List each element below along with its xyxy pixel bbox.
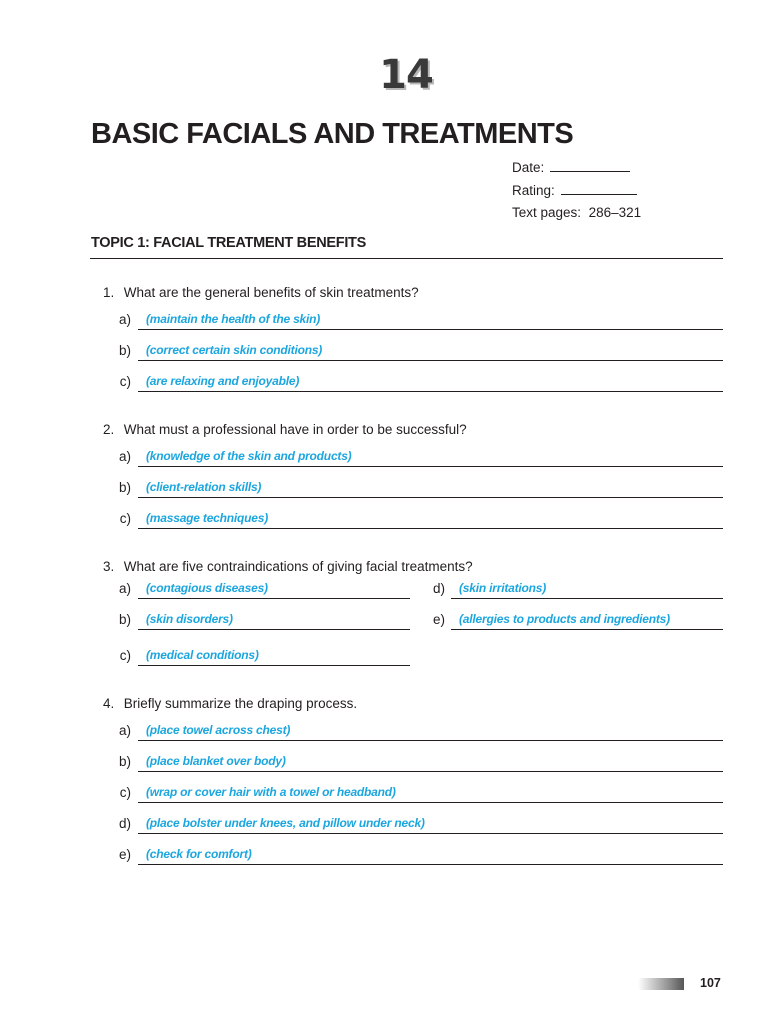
answer-label: e) [432, 612, 445, 627]
answer-label: b) [118, 343, 131, 358]
answer-label: b) [118, 480, 131, 495]
answer-text: (wrap or cover hair with a towel or headband) [146, 785, 396, 799]
answer-text: (place blanket over body) [146, 754, 286, 768]
answer-line-4a[interactable] [138, 722, 723, 741]
answer-line-4d[interactable] [138, 815, 723, 834]
rating-blank[interactable] [561, 182, 637, 195]
question-number: 1. [103, 285, 115, 300]
answer-line-1b[interactable] [138, 342, 723, 361]
topic-divider [90, 258, 723, 259]
answer-label: a) [118, 581, 131, 596]
page-title: BASIC FACIALS AND TREATMENTS [91, 118, 574, 150]
answer-text: (knowledge of the skin and products) [146, 449, 352, 463]
question-3 [103, 559, 473, 574]
answer-label: d) [432, 581, 445, 596]
question-text: What are five contraindications of giving facial treatments? [123, 559, 473, 574]
question-1 [103, 285, 419, 300]
rating-field [512, 182, 637, 198]
chapter-number: 14 [379, 52, 433, 98]
answer-text: (medical conditions) [146, 648, 259, 662]
answer-line-2b[interactable] [138, 479, 723, 498]
answer-line-4b[interactable] [138, 753, 723, 772]
answer-label: c) [119, 648, 131, 663]
answer-line-4c[interactable] [138, 784, 723, 803]
answer-label: b) [118, 612, 131, 627]
answer-line-2c[interactable] [138, 510, 723, 529]
answer-text: (skin irritations) [459, 581, 547, 595]
answer-label: c) [119, 785, 131, 800]
question-4 [103, 696, 357, 711]
question-text: What must a professional have in order to be successful? [123, 422, 467, 437]
answer-text: (place towel across chest) [146, 723, 291, 737]
question-text: Briefly summarize the draping process. [123, 696, 358, 711]
answer-line-1c[interactable] [138, 373, 723, 392]
answer-label: c) [119, 374, 131, 389]
answer-text: (maintain the health of the skin) [146, 312, 321, 326]
text-pages-value: 286–321 [588, 205, 642, 220]
rating-label: Rating: [512, 183, 555, 198]
text-pages [512, 205, 641, 220]
answer-line-3e[interactable] [451, 611, 723, 630]
date-label: Date: [512, 160, 545, 175]
answer-text: (contagious diseases) [146, 581, 268, 595]
question-number: 4. [103, 696, 115, 711]
answer-text: (client-relation skills) [146, 480, 262, 494]
date-field [512, 159, 630, 175]
answer-line-1a[interactable] [138, 311, 723, 330]
answer-line-3c[interactable] [138, 647, 410, 666]
answer-text: (allergies to products and ingredients) [459, 612, 670, 626]
answer-text: (massage techniques) [146, 511, 269, 525]
question-number: 2. [103, 422, 115, 437]
text-pages-label: Text pages: [512, 205, 582, 220]
footer-gradient-bar [638, 978, 684, 990]
topic-heading: TOPIC 1: FACIAL TREATMENT BENEFITS [91, 235, 366, 251]
answer-label: d) [118, 816, 131, 831]
question-number: 3. [103, 559, 115, 574]
answer-line-4e[interactable] [138, 846, 723, 865]
answer-text: (are relaxing and enjoyable) [146, 374, 300, 388]
answer-text: (place bolster under knees, and pillow under neck) [146, 816, 425, 830]
answer-line-2a[interactable] [138, 448, 723, 467]
answer-text: (correct certain skin conditions) [146, 343, 323, 357]
answer-label: a) [118, 449, 131, 464]
answer-text: (skin disorders) [146, 612, 233, 626]
question-text: What are the general benefits of skin treatments? [123, 285, 419, 300]
page-number: 107 [700, 976, 721, 990]
answer-text: (check for comfort) [146, 847, 252, 861]
answer-line-3d[interactable] [451, 580, 723, 599]
answer-line-3a[interactable] [138, 580, 410, 599]
answer-label: a) [118, 312, 131, 327]
date-blank[interactable] [550, 159, 630, 172]
answer-label: c) [119, 511, 131, 526]
answer-label: b) [118, 754, 131, 769]
answer-label: a) [118, 723, 131, 738]
answer-label: e) [118, 847, 131, 862]
answer-line-3b[interactable] [138, 611, 410, 630]
question-2 [103, 422, 467, 437]
